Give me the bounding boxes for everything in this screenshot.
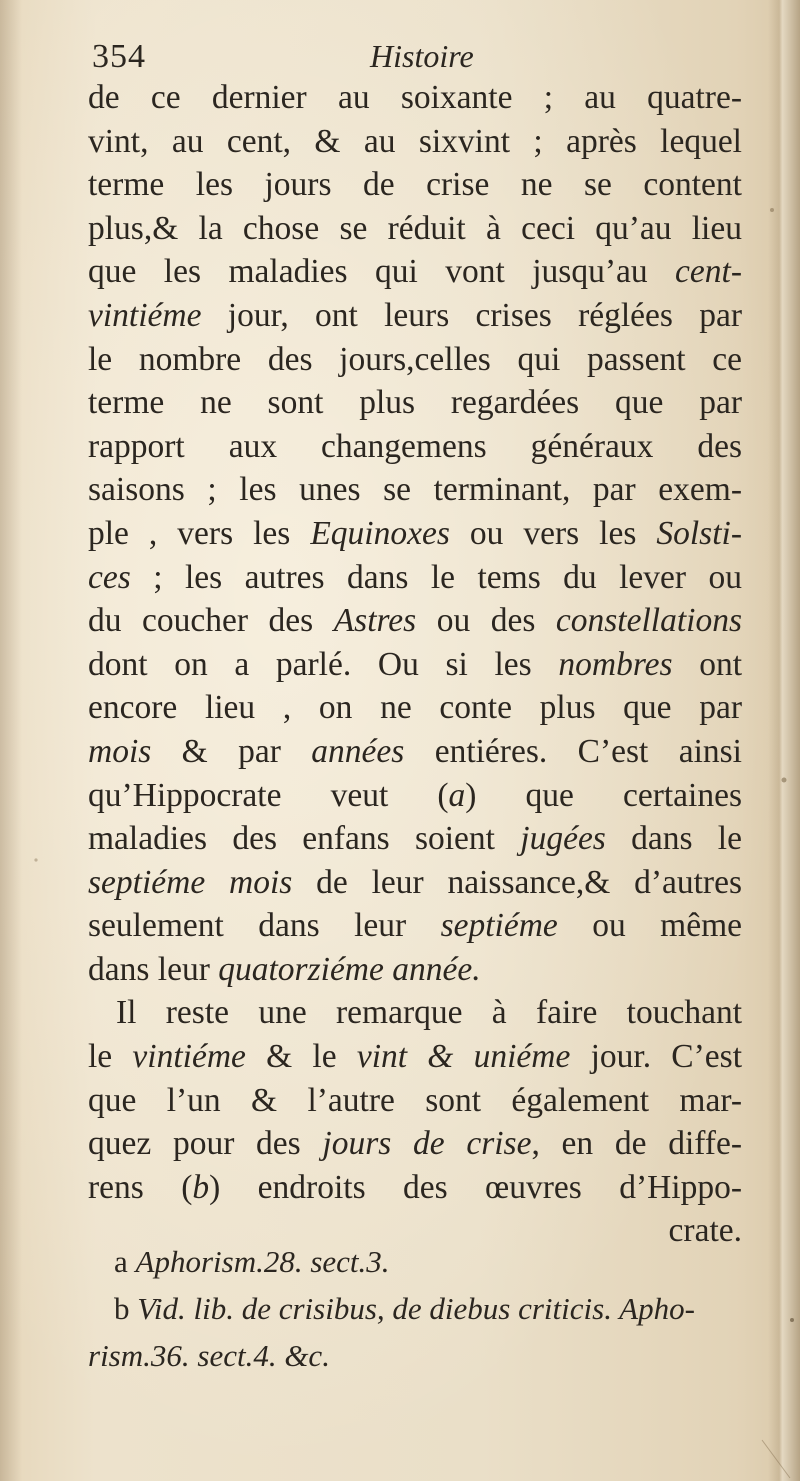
footnotes: [88, 1238, 768, 1379]
footnote-b: b Vid. lib. de crisibus, de diebus criticis. Apho-: [114, 1291, 695, 1326]
page-edge-shadow: [768, 0, 800, 1481]
text-line: plus,& la chose se réduit à ceci qu’au lieu: [88, 209, 742, 247]
text-line: saisons ; les unes se terminant, par exem-: [88, 471, 742, 509]
text-line: le vintiéme & le vint & uniéme jour. C’est: [88, 1038, 743, 1076]
text-line: seulement dans leur septiéme ou même: [88, 907, 742, 945]
text-line: Il reste une remarque à faire touchant: [116, 994, 742, 1032]
text-line: terme ne sont plus regardées que par: [88, 384, 742, 422]
text-line: encore lieu , on ne conte plus que par: [88, 689, 742, 727]
text-line: mois & par années entiéres. C’est ainsi: [88, 732, 742, 770]
text-line: de ce dernier au soixante ; au quatre-: [88, 79, 742, 116]
speck: [34, 858, 37, 861]
text-line: le nombre des jours,celles qui passent ce: [88, 340, 742, 378]
footnote-b-continued: rism.36. sect.4. &c.: [88, 1338, 330, 1373]
text-line: terme les jours de crise ne se content: [88, 166, 742, 204]
body-text: [88, 76, 742, 1253]
text-line: vintiéme jour, ont leurs crises réglées par: [88, 296, 742, 334]
footnote-a: a Aphorism.28. sect.3.: [114, 1244, 390, 1279]
text-line: dans leur quatorziéme année.: [88, 950, 481, 988]
text-line: ple , vers les Equinoxes ou vers les Solsti-: [88, 514, 742, 552]
page-number: 354: [92, 38, 146, 75]
text-line: qu’Hippocrate veut (a) que certaines: [88, 776, 742, 814]
text-line: dont on a parlé. Ou si les nombres ont: [88, 645, 742, 683]
text-line: que les maladies qui vont jusqu’au cent-: [88, 253, 742, 291]
text-line: ces ; les autres dans le tems du lever ou: [88, 558, 742, 596]
running-title: Histoire: [370, 38, 474, 74]
page-gutter-shadow: [0, 0, 22, 1481]
text-line: rapport aux changemens généraux des: [88, 427, 742, 465]
text-line: que l’un & l’autre sont également mar-: [88, 1081, 742, 1119]
text-line: vint, au cent, & au sixvint ; après lequel: [88, 122, 742, 160]
text-line: du coucher des Astres ou des constellations: [88, 602, 743, 640]
text-line: maladies des enfans soient jugées dans le: [88, 820, 742, 858]
text-line: rens (b) endroits des œuvres d’Hippo-: [88, 1168, 743, 1206]
text-line: septiéme mois de leur naissance,& d’autres: [88, 863, 742, 901]
text-line: quez pour des jours de crise, en de diffe-: [88, 1125, 742, 1163]
text-line: crate.: [668, 1212, 742, 1250]
